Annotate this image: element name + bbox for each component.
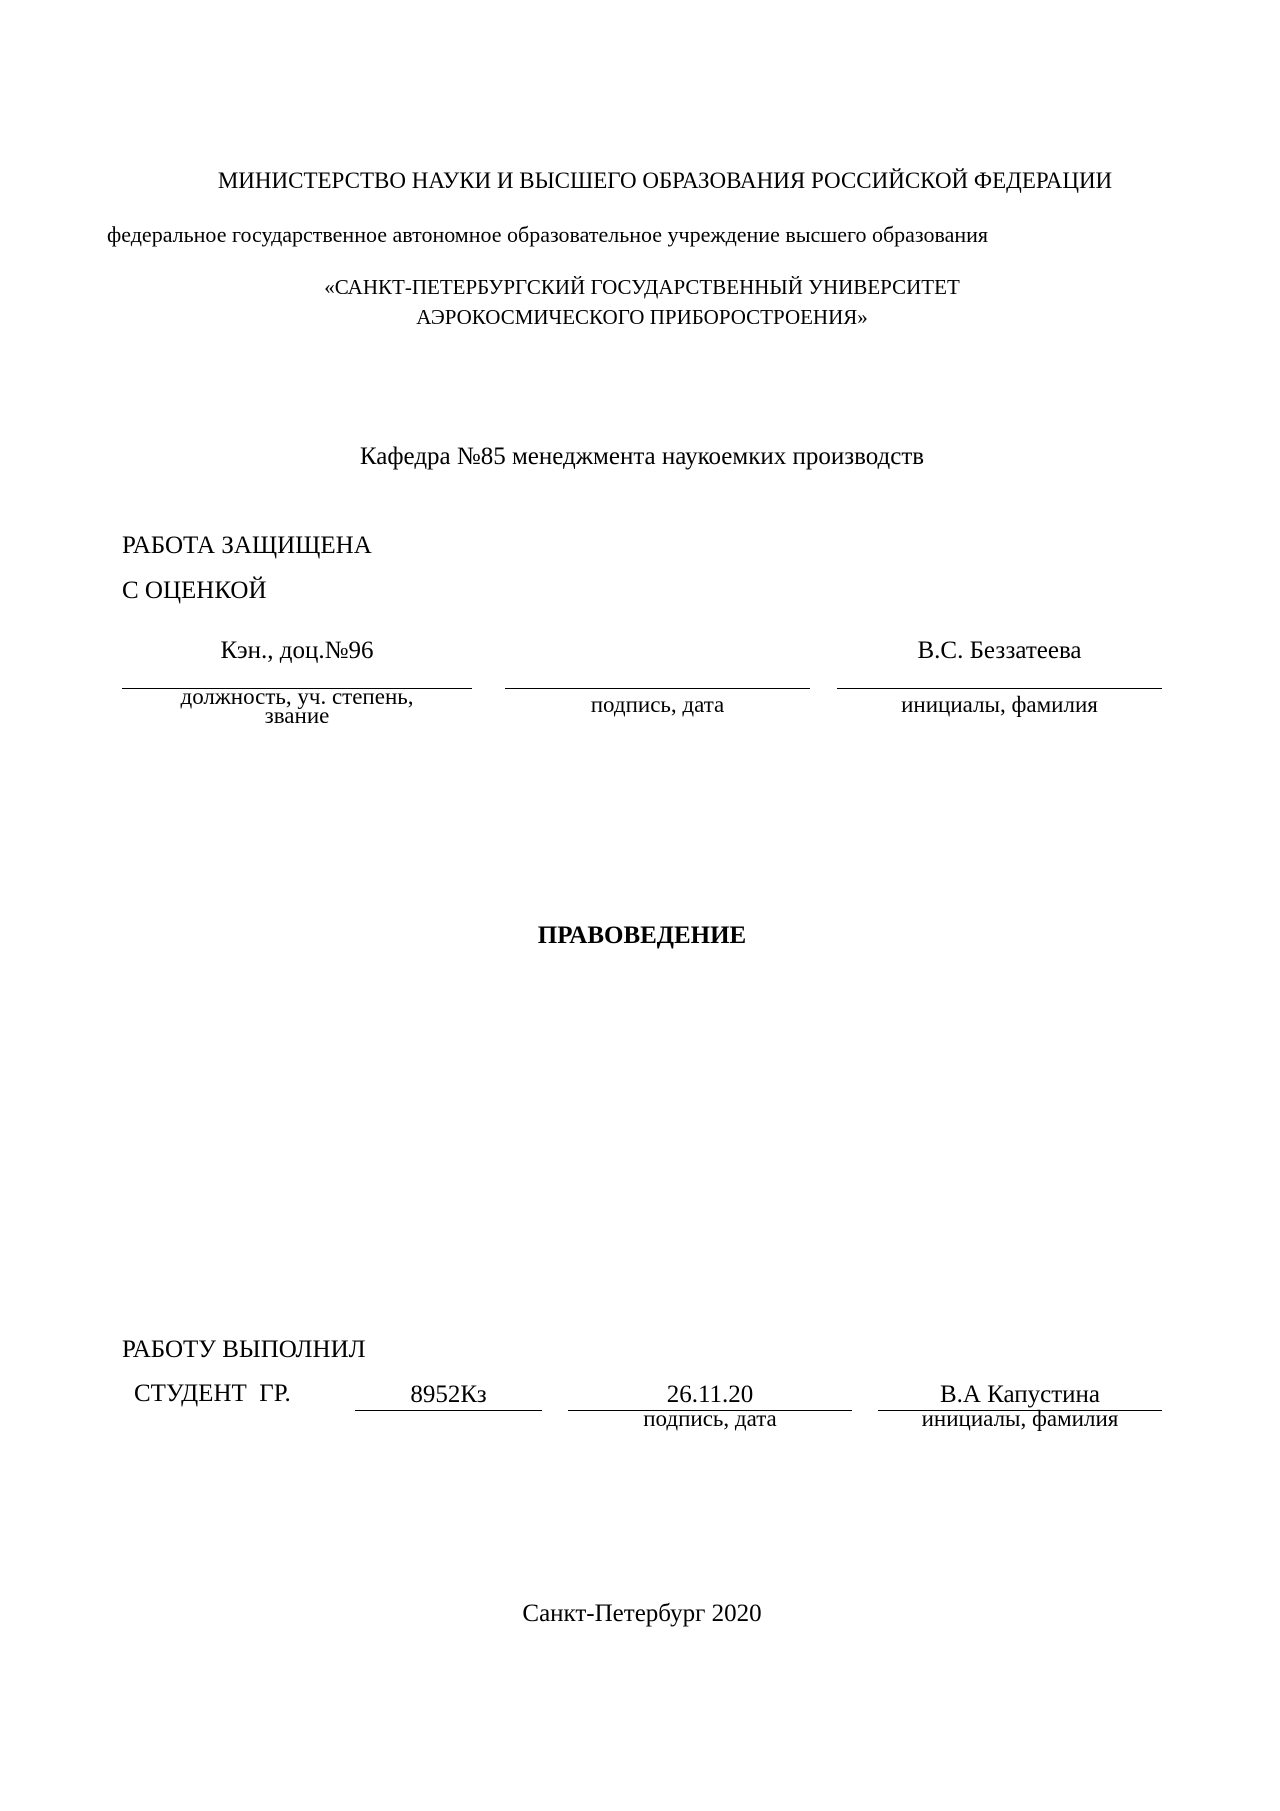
supervisor-position-caption-line1: должность, уч. степень,	[180, 684, 414, 709]
author-title: РАБОТУ ВЫПОЛНИЛ	[122, 1336, 366, 1363]
department-name: Кафедра №85 менеджмента наукоемких производств	[359, 443, 925, 470]
student-date-value: 26.11.20	[666, 1381, 754, 1408]
supervisor-position-caption-line2: звание	[264, 703, 330, 728]
supervisor-signature-line	[505, 688, 810, 689]
student-signature-caption: подпись, дата	[643, 1406, 777, 1431]
supervisor-name-line	[837, 688, 1162, 689]
ministry-title: МИНИСТЕРСТВО НАУКИ И ВЫСШЕГО ОБРАЗОВАНИЯ РОССИЙСКОЙ ФЕДЕРАЦИИ	[217, 168, 1113, 193]
student-group-line	[355, 1410, 542, 1411]
university-name-line1: «САНКТ-ПЕТЕРБУРГСКИЙ ГОСУДАРСТВЕННЫЙ УНИВЕРСИТЕТ	[324, 275, 960, 299]
student-group-value: 8952Кз	[410, 1381, 487, 1408]
university-name-line2: АЭРОКОСМИЧЕСКОГО ПРИБОРОСТРОЕНИЯ»	[416, 305, 868, 329]
defense-title-line1: РАБОТА ЗАЩИЩЕНА	[122, 532, 372, 559]
supervisor-name-caption: инициалы, фамилия	[901, 692, 1098, 717]
supervisor-name-value: В.С. Беззатеева	[917, 637, 1082, 664]
student-name-value: В.А Капустина	[939, 1381, 1101, 1408]
defense-title-line2: С ОЦЕНКОЙ	[122, 577, 267, 604]
supervisor-signature-caption: подпись, дата	[590, 692, 725, 717]
institution-type: федеральное государственное автономное образовательное учреждение высшего образования	[107, 222, 988, 247]
student-group-label: СТУДЕНТ ГР.	[134, 1380, 291, 1407]
supervisor-position-value: Кэн., доц.№96	[220, 637, 374, 664]
student-name-caption: инициалы, фамилия	[921, 1406, 1119, 1431]
work-title: ПРАВОВЕДЕНИЕ	[537, 922, 747, 949]
city-year: Санкт-Петербург 2020	[522, 1600, 762, 1627]
